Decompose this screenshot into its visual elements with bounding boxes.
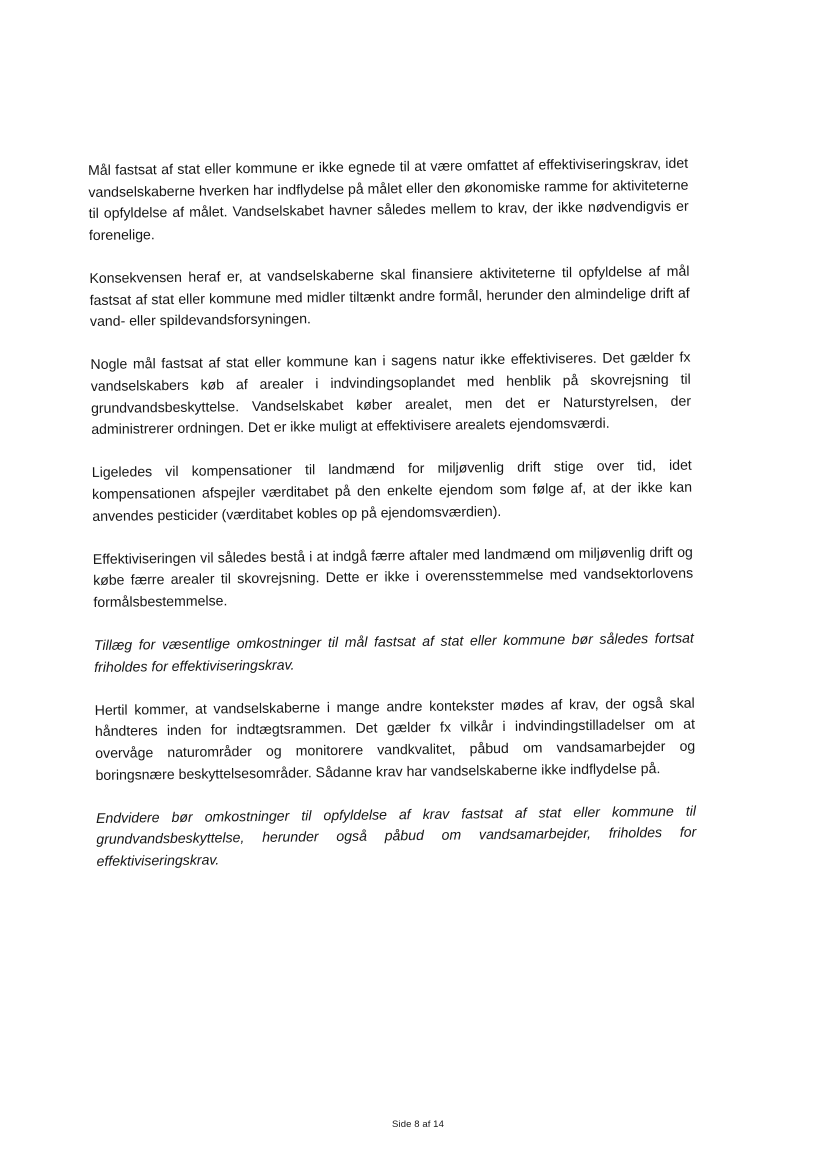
document-body: [88, 153, 697, 873]
paragraph-6-emphasis: Tillæg for væsentlige omkostninger til mål fastsat af stat eller kommune bør således fortsat friholdes for effektiviseringskrav.: [93, 629, 694, 675]
page-footer: [0, 1119, 828, 1130]
page-number: Side 8 af 14: [392, 1119, 444, 1130]
paragraph-7: Hertil kommer, at vandselskaberne i mange andre kontekster mødes af krav, der også skal håndteres inden for indtægtsrammen. Det gælder fx vilkår i indvindingstilladelser om at overvåge naturområder og monitorere vandkvalitet, påbud om vandsamarbejder og boringsnære beskyttelsesområder. Sådanne krav har vandselskaberne ikke indflydelse på.: [94, 694, 696, 783]
paragraph-4: Ligeledes vil kompensationer til landmænd for miljøvenlig drift stige over tid, idet kompensationen afspejler værditabet på den enkelte ejendom som følge af, at der ikke kan anvendes pesticider (værditabet kobles op på ejendomsværdien).: [91, 456, 693, 524]
paragraph-1: Mål fastsat af stat eller kommune er ikke egnede til at være omfattet af effektiviseringskrav, idet vandselskaberne hverken har indflydelse på målet eller den økonomiske ramme for aktiviteterne til opfyldelse af målet. Vandselskabet havner således mellem to krav, der ikke nødvendigvis er forenelige.: [88, 154, 689, 243]
paragraph-2: Konsekvensen heraf er, at vandselskaberne skal finansiere aktiviteterne til opfyldelse af mål fastsat af stat eller kommune med midler tiltænkt andre formål, herunder den almindelige drift af vand- eller spildevandsforsyningen.: [89, 262, 690, 330]
paragraph-8-emphasis: Endvidere bør omkostninger til opfyldelse af krav fastsat af stat eller kommune til grundvandsbeskyttelse, herunder også påbud om vandsamarbejder, friholdes for effektiviseringskrav.: [95, 802, 697, 869]
paragraph-3: Nogle mål fastsat af stat eller kommune kan i sagens natur ikke effektiviseres. Det gælder fx vandselskabers køb af arealer i indvindingsoplandet med henblik på skovrejsning til grundvandsbeskyttelse. Vandselskabet køber arealet, men det er Naturstyrelsen, der administrerer ordningen. Det er ikke muligt at effektivisere arealets ejendomsværdi.: [90, 348, 692, 438]
paragraph-5: Effektiviseringen vil således bestå i at indgå færre aftaler med landmænd om miljøvenlig drift og købe færre arealer til skovrejsning. Dette er ikke i overensstemmelse med vandsektorlovens formålsbestemmelse.: [92, 543, 694, 610]
